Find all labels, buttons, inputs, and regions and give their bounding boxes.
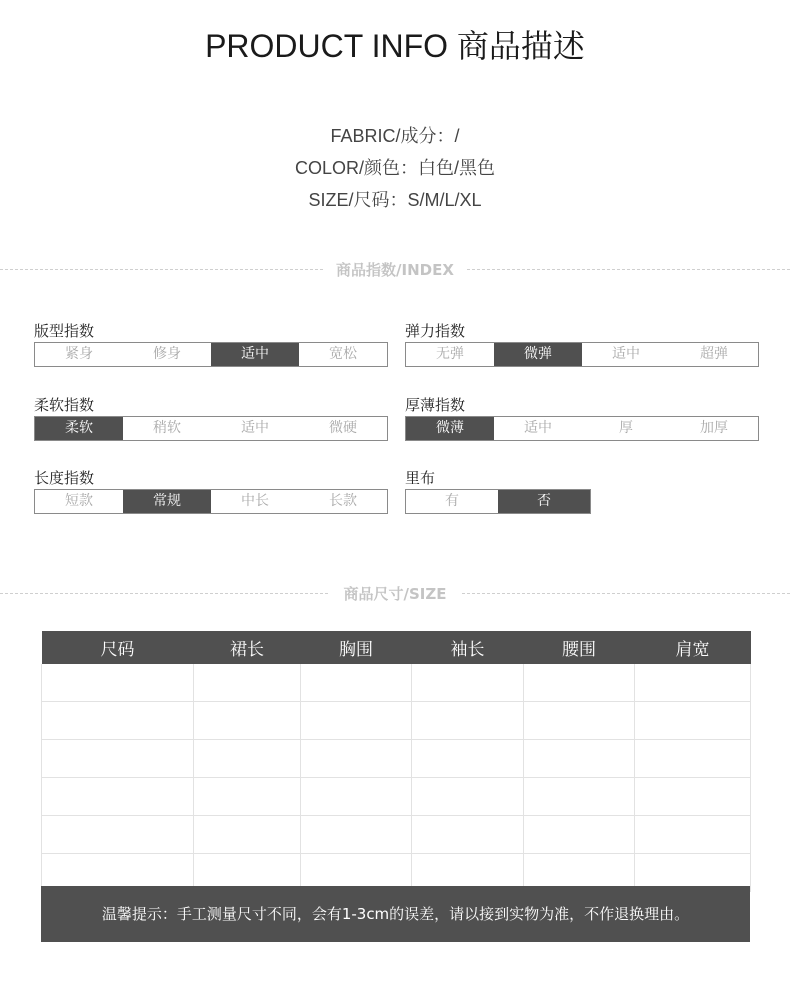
index-fit-option: 适中 — [211, 343, 299, 366]
index-lining-bar — [405, 489, 591, 514]
index-softness-option: 适中 — [241, 420, 269, 436]
index-elasticity-bar — [405, 342, 759, 367]
table-cell — [194, 740, 301, 778]
table-cell — [412, 816, 524, 854]
index-softness-bar — [34, 416, 388, 441]
index-elasticity-label: 弹力指数 — [405, 322, 466, 340]
index-softness — [34, 394, 388, 441]
column-header: 裙长 — [194, 631, 301, 664]
table-row — [42, 778, 751, 816]
index-length-label: 长度指数 — [34, 469, 95, 487]
index-fit-option: 宽松 — [329, 346, 357, 362]
size-info: SIZE/尺码：S/M/L/XL — [308, 190, 482, 210]
table-cell — [42, 816, 194, 854]
index-fit-bar — [34, 342, 388, 367]
divider-line-right — [462, 593, 790, 594]
size-table-header-row — [42, 631, 751, 664]
index-thickness-bar — [405, 416, 759, 441]
table-cell — [524, 816, 635, 854]
table-cell — [194, 664, 301, 702]
index-fit-option: 修身 — [153, 346, 181, 362]
column-header: 腰围 — [524, 631, 635, 664]
table-row — [42, 816, 751, 854]
index-fit-option: 紧身 — [65, 346, 93, 362]
table-cell — [301, 664, 412, 702]
table-cell — [524, 702, 635, 740]
index-softness-option: 微硬 — [329, 420, 357, 436]
table-cell — [635, 816, 751, 854]
table-cell — [635, 664, 751, 702]
index-elasticity-option: 超弹 — [700, 346, 728, 362]
index-lining-label: 里布 — [405, 469, 436, 487]
index-elasticity-option: 适中 — [612, 346, 640, 362]
index-length-option: 短款 — [65, 493, 93, 509]
table-cell — [635, 778, 751, 816]
fabric-info: FABRIC/成分：/ — [330, 126, 460, 146]
index-thickness-label: 厚薄指数 — [405, 396, 466, 414]
table-cell — [301, 816, 412, 854]
column-header: 袖长 — [412, 631, 524, 664]
table-cell — [524, 664, 635, 702]
table-cell — [412, 702, 524, 740]
table-cell — [42, 702, 194, 740]
index-section-label: 商品指数/INDEX — [336, 261, 454, 279]
column-header: 胸围 — [301, 631, 412, 664]
table-row — [42, 664, 751, 702]
table-cell — [301, 702, 412, 740]
table-cell — [42, 778, 194, 816]
column-header: 尺码 — [42, 631, 194, 664]
table-cell — [635, 702, 751, 740]
table-cell — [42, 664, 194, 702]
index-softness-option: 柔软 — [35, 417, 123, 440]
index-thickness — [405, 394, 759, 441]
table-cell — [412, 778, 524, 816]
index-thickness-option: 微薄 — [406, 417, 494, 440]
measurement-tip: 温馨提示：手工测量尺寸不同，会有1-3cm的误差，请以接到实物为准，不作退换理由。 — [41, 886, 750, 942]
table-row — [42, 740, 751, 778]
index-thickness-option: 加厚 — [700, 420, 728, 436]
index-elasticity-option: 无弹 — [436, 346, 464, 362]
size-section-divider — [0, 584, 790, 604]
index-length-option: 常规 — [123, 490, 211, 513]
table-cell — [301, 778, 412, 816]
table-cell — [524, 778, 635, 816]
index-length-bar — [34, 489, 388, 514]
index-elasticity-option: 微弹 — [494, 343, 582, 366]
index-section-divider — [0, 260, 790, 280]
table-cell — [194, 778, 301, 816]
table-cell — [194, 816, 301, 854]
color-info: COLOR/颜色：白色/黑色 — [294, 158, 495, 178]
divider-line-right — [467, 269, 790, 270]
index-length — [34, 467, 388, 514]
index-thickness-option: 厚 — [619, 420, 633, 436]
index-fit-label: 版型指数 — [34, 322, 95, 340]
table-cell — [635, 740, 751, 778]
index-softness-option: 稍软 — [153, 420, 181, 436]
table-cell — [412, 740, 524, 778]
index-elasticity — [405, 320, 759, 367]
index-fit — [34, 320, 388, 367]
page-title: PRODUCT INFO 商品描述 — [205, 28, 585, 64]
table-cell — [194, 702, 301, 740]
size-table — [41, 631, 751, 892]
index-lining-option: 有 — [445, 493, 459, 509]
index-length-option: 长款 — [329, 493, 357, 509]
index-softness-label: 柔软指数 — [34, 396, 95, 414]
table-row — [42, 702, 751, 740]
size-section-label: 商品尺寸/SIZE — [343, 585, 447, 603]
index-length-option: 中长 — [241, 493, 269, 509]
table-cell — [301, 740, 412, 778]
column-header: 肩宽 — [635, 631, 751, 664]
table-cell — [412, 664, 524, 702]
table-cell — [524, 740, 635, 778]
index-thickness-option: 适中 — [524, 420, 552, 436]
table-cell — [42, 740, 194, 778]
index-lining — [405, 467, 591, 514]
index-lining-option: 否 — [498, 490, 590, 513]
